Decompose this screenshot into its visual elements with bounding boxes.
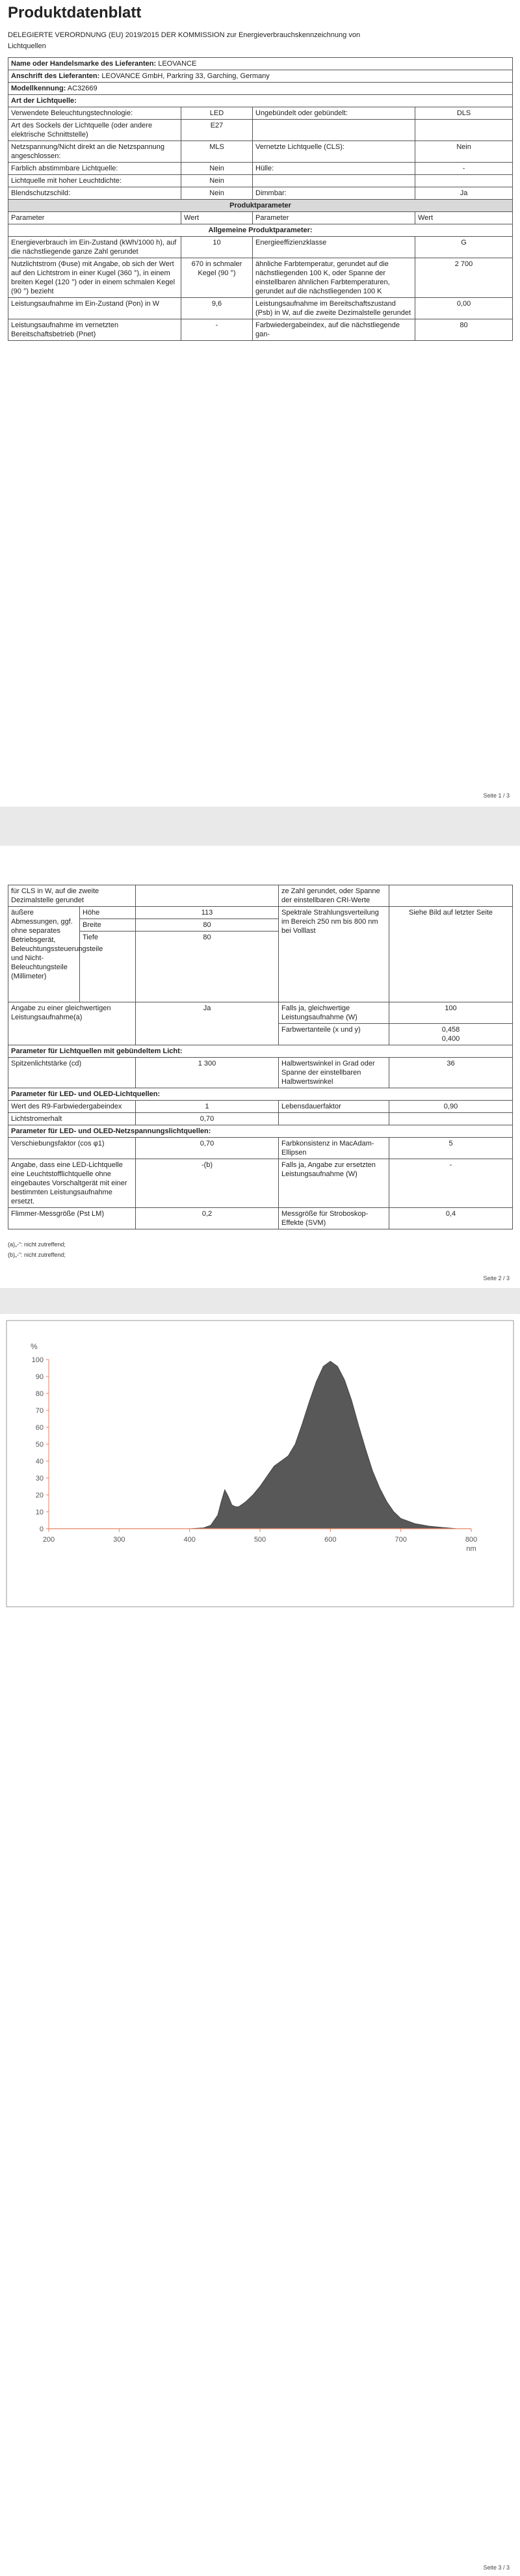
cell: 1 300 (136, 1058, 279, 1088)
page-title: Produktdatenblatt (8, 4, 142, 21)
cell: Messgröße für Stroboskop-Effekte (SVM) (279, 1208, 389, 1229)
cell: MLS (181, 141, 253, 163)
header-cell: Parameter (8, 212, 181, 224)
spectrum-value: Siehe Bild auf letzter Seite (389, 907, 513, 1002)
cell: Lebensdauerfaktor (279, 1101, 389, 1113)
cell: Ungebündelt oder gebündelt: (253, 107, 415, 120)
cell: Angabe, dass eine LED-Lichtquelle eine Leuchtstofflichtquelle ohne eingebautes Vorschaltgerät mit einer bestimmten Leistungsaufnahme ersetzt. (8, 1159, 136, 1208)
cell: DLS (415, 107, 513, 120)
model-value: AC32669 (67, 85, 98, 92)
table-row (8, 1208, 513, 1229)
table-row (8, 175, 513, 187)
header-cell: Wert (181, 212, 253, 224)
parameter-table-continued (8, 885, 513, 1229)
x-tick-label: 400 (183, 1536, 196, 1544)
address-label: Anschrift des Lieferanten: (11, 72, 100, 80)
regulation-subtitle: DELEGIERTE VERORDNUNG (EU) 2019/2015 DER KOMMISSION zur Energieverbrauchskennzeichnung von Lichtquellen (8, 31, 361, 50)
cell (389, 885, 513, 907)
y-tick-label: 70 (35, 1407, 44, 1415)
cell (253, 120, 415, 141)
cell: 0,70 (136, 1138, 279, 1159)
x-tick-label: 700 (395, 1536, 407, 1544)
page-2 (0, 846, 520, 1288)
table-row (8, 237, 513, 258)
spectral-distribution-chart (0, 1314, 520, 1613)
equiv-power-label: Falls ja, gleichwertige Leistungsaufnahme (W) (279, 1002, 389, 1024)
section-allgemein: Allgemeine Produktparameter: (8, 224, 513, 237)
table-row (8, 1058, 513, 1088)
dimensions-label: äußere Abmessungen, ggf. ohne separates Betriebsgerät, Beleuchtungssteuerungsteile und Nicht-Beleuchtungsteile (Millimeter) (8, 907, 80, 1002)
cell: 0,00 (415, 298, 513, 319)
x-tick-label: 800 (465, 1536, 478, 1544)
cell: Lichtquelle mit hoher Leuchtdichte: (8, 175, 181, 187)
y-tick-label: 0 (39, 1525, 44, 1533)
page-1 (0, 0, 520, 807)
cell: Blendschutzschild: (8, 187, 181, 200)
cell: G (415, 237, 513, 258)
table-row (8, 107, 513, 120)
cell: Falls ja, Angabe zur ersetzten Leistungsaufnahme (W) (279, 1159, 389, 1208)
cell: 36 (389, 1058, 513, 1088)
cell: 0,90 (389, 1101, 513, 1113)
table-row (8, 298, 513, 319)
section-produkt: Produktparameter (8, 200, 513, 212)
cell (415, 120, 513, 141)
chromaticity-label: Farbwertanteile (x und y) (279, 1024, 389, 1045)
cell: 80 (415, 319, 513, 341)
dim-label: Breite (80, 919, 136, 932)
cell: Leistungsaufnahme im Ein-Zustand (Pon) in W (8, 298, 181, 319)
cell: Leistungsaufnahme im Bereitschaftszustand (Psb) in W, auf die zweite Dezimalstelle gerundet (253, 298, 415, 319)
chromaticity-x: 0,458 (441, 1026, 460, 1034)
cell: - (181, 319, 253, 341)
x-tick-label: 600 (324, 1536, 337, 1544)
cell: Lichtstromerhalt (8, 1113, 136, 1125)
cell: 670 in schmaler Kegel (90 °) (181, 258, 253, 298)
cell: Netzspannung/Nicht direkt an die Netzspannung angeschlossen: (8, 141, 181, 163)
cell: ähnliche Farbtemperatur, gerundet auf die nächstliegenden 100 K, oder Spanne der einstellbaren ähnlichen Farbtemperaturen, gerundet auf die nächstliegenden 100 K (253, 258, 415, 298)
cell: Hülle: (253, 163, 415, 175)
cell: - (415, 163, 513, 175)
section-netz: Parameter für LED- und OLED-Netzspannungslichtquellen: (8, 1125, 513, 1138)
equiv-value: Ja (136, 1002, 279, 1045)
cell: Leistungsaufnahme im vernetzten Bereitschaftsbetrieb (Pnet) (8, 319, 181, 341)
dim-value: 80 (136, 932, 279, 1002)
supplier-value: LEOVANCE (158, 60, 197, 68)
y-axis-label: % (31, 1342, 38, 1351)
dim-label: Höhe (80, 907, 136, 919)
cell: Dimmbar: (253, 187, 415, 200)
cell: -(b) (136, 1159, 279, 1208)
model-label: Modellkennung: (11, 85, 66, 92)
supplier-table (8, 57, 513, 341)
y-tick-label: 50 (35, 1441, 44, 1449)
cell: 5 (389, 1138, 513, 1159)
x-axis-label: nm (466, 1545, 476, 1553)
cell: Nein (181, 163, 253, 175)
table-row (8, 258, 513, 298)
dim-value: 80 (136, 919, 279, 932)
equiv-label: Angabe zu einer gleichwertigen Leistungsaufnahme(a) (8, 1002, 136, 1045)
table-row (8, 187, 513, 200)
cell: - (389, 1159, 513, 1208)
cell (253, 175, 415, 187)
y-tick-label: 90 (35, 1373, 44, 1381)
cell: E27 (181, 120, 253, 141)
header-cell: Parameter (253, 212, 415, 224)
table-row (8, 1101, 513, 1113)
table-row (8, 885, 513, 907)
spectrum-area (190, 1362, 458, 1529)
y-tick-label: 40 (35, 1458, 44, 1466)
cell: 9,6 (181, 298, 253, 319)
cell: ze Zahl gerundet, oder Spanne der einstellbaren CRI-Werte (279, 885, 389, 907)
cell (415, 175, 513, 187)
x-tick-label: 300 (113, 1536, 125, 1544)
cell: Vernetzte Lichtquelle (CLS): (253, 141, 415, 163)
cell: Verwendete Beleuchtungstechnologie: (8, 107, 181, 120)
page-number: Seite 3 / 3 (483, 2564, 510, 2571)
cell (136, 885, 279, 907)
cell: 0,2 (136, 1208, 279, 1229)
cell: Nein (181, 175, 253, 187)
page-number: Seite 1 / 3 (483, 792, 510, 799)
cell: Flimmer-Messgröße (Pst LM) (8, 1208, 136, 1229)
section-led: Parameter für LED- und OLED-Lichtquellen: (8, 1088, 513, 1101)
supplier-label: Name oder Handelsmarke des Lieferanten: (11, 60, 157, 68)
table-row (8, 319, 513, 341)
cell: 1 (136, 1101, 279, 1113)
dim-label: Tiefe (80, 932, 136, 1002)
x-tick-label: 500 (254, 1536, 266, 1544)
column-headers (8, 212, 513, 224)
cell: Nein (415, 141, 513, 163)
table-row (8, 1159, 513, 1208)
table-row (8, 907, 513, 919)
page-number: Seite 2 / 3 (483, 1275, 510, 1281)
cell (279, 1113, 389, 1125)
chart-frame (6, 1321, 514, 1607)
y-tick-label: 60 (35, 1424, 44, 1432)
cell: Nutzlichtstrom (Φuse) mit Angabe, ob sich der Wert auf den Lichtstrom in einer Kugel (360 °), in einem breiten Kegel (120 °) oder in einem schmalen Kegel (90 °) bezieht (8, 258, 181, 298)
table-row (8, 1002, 513, 1024)
cell: Spitzenlichtstärke (cd) (8, 1058, 136, 1088)
y-tick-label: 30 (35, 1475, 44, 1483)
cell: LED (181, 107, 253, 120)
equiv-power-value: 100 (389, 1002, 513, 1024)
x-tick-label: 200 (42, 1536, 55, 1544)
cell: Farbwiedergabeindex, auf die nächstliegende gan- (253, 319, 415, 341)
table-row (8, 120, 513, 141)
section-gebuendelt: Parameter für Lichtquellen mit gebündeltem Licht: (8, 1045, 513, 1058)
footnote-a: (a)„-“: nicht zutreffend; (8, 1241, 66, 1248)
table-row (8, 1138, 513, 1159)
cell (389, 1113, 513, 1125)
cell: Farblich abstimmbare Lichtquelle: (8, 163, 181, 175)
cell: Wert des R9-Farbwiedergabeindex (8, 1101, 136, 1113)
cell: 2 700 (415, 258, 513, 298)
cell: 0,70 (136, 1113, 279, 1125)
spectrum-label: Spektrale Strahlungsverteilung im Bereich 250 nm bis 800 nm bei Volllast (279, 907, 389, 1002)
header-cell: Wert (415, 212, 513, 224)
page-3 (0, 1314, 520, 2576)
table-row (8, 1113, 513, 1125)
y-tick-label: 80 (35, 1390, 44, 1398)
cell: für CLS in W, auf die zweite Dezimalstelle gerundet (8, 885, 136, 907)
cell: Ja (415, 187, 513, 200)
cell: Nein (181, 187, 253, 200)
cell: Art des Sockels der Lichtquelle (oder andere elektrische Schnittstelle) (8, 120, 181, 141)
footnote-b: (b)„-“: nicht zutreffend; (8, 1252, 66, 1258)
cell: Energieeffizienzklasse (253, 237, 415, 258)
y-tick-label: 10 (35, 1509, 44, 1516)
cell: Verschiebungsfaktor (cos φ1) (8, 1138, 136, 1159)
y-tick-label: 100 (31, 1356, 44, 1364)
cell: Farbkonsistenz in MacAdam-Ellipsen (279, 1138, 389, 1159)
cell: 0,4 (389, 1208, 513, 1229)
dim-value: 113 (136, 907, 279, 919)
cell: 10 (181, 237, 253, 258)
table-row (8, 163, 513, 175)
cell: Halbwertswinkel in Grad oder Spanne der einstellbaren Halbwertswinkel (279, 1058, 389, 1088)
address-value: LEOVANCE GmbH, Parkring 33, Garching, Germany (101, 72, 270, 80)
table-row (8, 141, 513, 163)
y-tick-label: 20 (35, 1492, 44, 1499)
section-art: Art der Lichtquelle: (8, 95, 513, 107)
cell: Energieverbrauch im Ein-Zustand (kWh/1000 h), auf die nächstliegende ganze Zahl gerundet (8, 237, 181, 258)
chromaticity-y: 0,400 (441, 1035, 460, 1043)
